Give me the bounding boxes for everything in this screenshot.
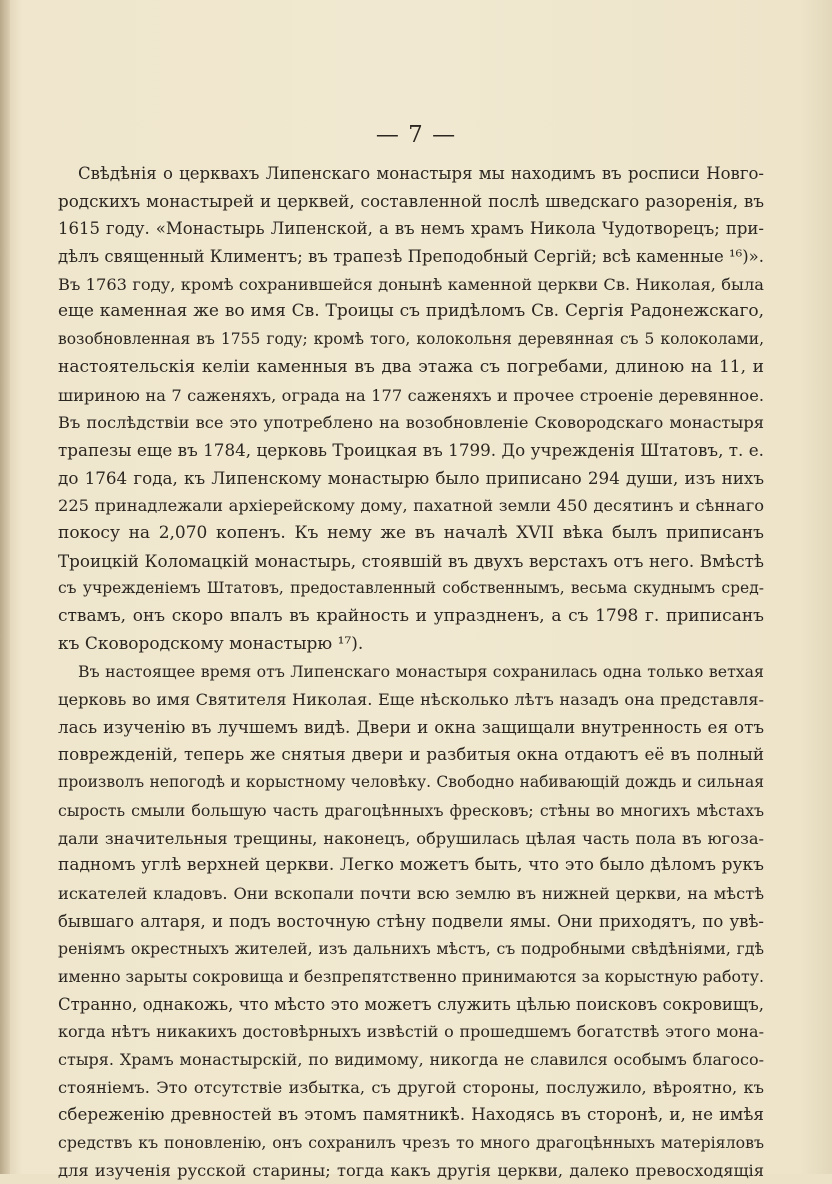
- text-line: Въ настоящее время отъ Липенскаго монастыря сохранилась одна только ветхая: [78, 662, 764, 682]
- text-line: 225 принадлежали архіерейскому дому, пахатной земли 450 десятинъ и сѣннаго: [58, 496, 764, 516]
- text-line: дѣлъ священный Климентъ; въ трапезѣ Преподобный Сергій; всѣ каменные ¹⁶)».: [58, 247, 764, 267]
- page-body: [58, 160, 764, 1184]
- text-line: Въ послѣдствіи все это употреблено на возобновленіе Сковородскаго монастыря: [58, 413, 764, 433]
- text-line: до 1764 года, къ Липенскому монастырю было приписано 294 души, изъ нихъ: [58, 467, 764, 488]
- text-line: еще каменная же во имя Св. Троицы съ придѣломъ Св. Сергія Радонежскаго,: [58, 301, 764, 322]
- text-line: шириною на 7 саженяхъ, ограда на 177 саженяхъ и прочее строеніе деревянное.: [58, 385, 764, 405]
- text-line: ствамъ, онъ скоро впалъ въ крайность и упраздненъ, а съ 1798 г. приписанъ: [58, 606, 764, 626]
- paragraph-1: [58, 160, 764, 658]
- text-line: искателей кладовъ. Они вскопали почти всю землю въ нижней церкви, на мѣстѣ: [58, 883, 764, 903]
- text-line: настоятельскія келіи каменныя въ два этажа съ погребами, длиною на 11, и: [58, 356, 764, 377]
- page-number: — 7 —: [375, 122, 457, 148]
- text-line: именно зарыты сокровища и безпрепятственно принимаются за корыстную работу.: [58, 966, 764, 986]
- text-line: покосу на 2,070 копенъ. Къ нему же въ началѣ XVII вѣка былъ приписанъ: [58, 522, 764, 543]
- text-line: средствъ къ поновленію, онъ сохранилъ чрезъ то много драгоцѣнныхъ матеріяловъ: [58, 1133, 764, 1153]
- text-line: лась изученію въ лучшемъ видѣ. Двери и окна защищали внутренность ея отъ: [58, 716, 764, 737]
- text-line: когда нѣтъ никакихъ достовѣрныхъ извѣстій о прошедшемъ богатствѣ этого мона-: [58, 1022, 764, 1042]
- text-line: бывшаго алтаря, и подъ восточную стѣну подвели ямы. Они приходятъ, по увѣ-: [58, 911, 764, 931]
- text-line: Странно, однакожь, что мѣсто это можетъ служить цѣлью поисковъ сокровищъ,: [58, 994, 764, 1014]
- text-line: къ Сковородскому монастырю ¹⁷).: [58, 633, 364, 654]
- text-line: сбереженію древностей въ этомъ памятникѣ. Находясь въ сторонѣ, и, не имѣя: [58, 1104, 764, 1125]
- text-line: дали значительныя трещины, наконецъ, обрушилась цѣлая часть пола въ югоза-: [58, 828, 764, 848]
- text-line: Свѣдѣнія о церквахъ Липенскаго монастыря мы находимъ въ росписи Новго-: [78, 164, 764, 183]
- text-line: родскихъ монастырей и церквей, составленной послѣ шведскаго разоренія, въ: [58, 190, 764, 211]
- text-line: для изученія русской старины; тогда какъ другія церкви, далеко превосходящія: [58, 1160, 764, 1180]
- text-line: трапезы еще въ 1784, церковь Троицкая въ 1799. До учрежденія Штатовъ, т. е.: [58, 439, 764, 460]
- text-line: сырость смыли большую часть драгоцѣнныхъ фресковъ; стѣны во многихъ мѣстахъ: [58, 800, 764, 820]
- text-line: реніямъ окрестныхъ жителей, изъ дальнихъ мѣстъ, съ подробными свѣдѣніями, гдѣ: [58, 939, 764, 959]
- text-line: съ учрежденіемъ Штатовъ, предоставленный собственнымъ, весьма скуднымъ сред-: [58, 579, 764, 598]
- text-line: стояніемъ. Это отсутствіе избытка, съ другой стороны, послужило, вѣроятно, къ: [58, 1077, 764, 1097]
- text-line: 1615 году. «Монастырь Липенской, а въ немъ храмъ Никола Чудотворецъ; при-: [58, 219, 764, 239]
- text-line: возобновленная въ 1755 году; кромѣ того, колокольня деревянная съ 5 колоколами,: [58, 330, 764, 349]
- text-line: поврежденій, теперь же снятыя двери и разбитыя окна отдаютъ её въ полный: [58, 744, 764, 765]
- text-line: Въ 1763 году, кромѣ сохранившейся донынѣ каменной церкви Св. Николая, была: [58, 274, 764, 294]
- text-line: произволъ непогодѣ и корыстному человѣку. Свободно набивающій дождь и сильная: [58, 773, 764, 792]
- paragraph-2: [58, 658, 764, 1184]
- text-line: падномъ углѣ верхней церкви. Легко можетъ быть, что это было дѣломъ рукъ: [58, 855, 764, 876]
- text-line: церковь во имя Святителя Николая. Еще нѣсколько лѣтъ назадъ она представля-: [58, 690, 764, 710]
- page-binding-edge: [0, 0, 10, 1174]
- text-line: стыря. Храмъ монастырскій, по видимому, никогда не славился особымъ благосо-: [58, 1050, 764, 1069]
- text-line: Троицкій Коломацкій монастырь, стоявшій въ двухъ верстахъ отъ него. Вмѣстѣ: [58, 550, 764, 571]
